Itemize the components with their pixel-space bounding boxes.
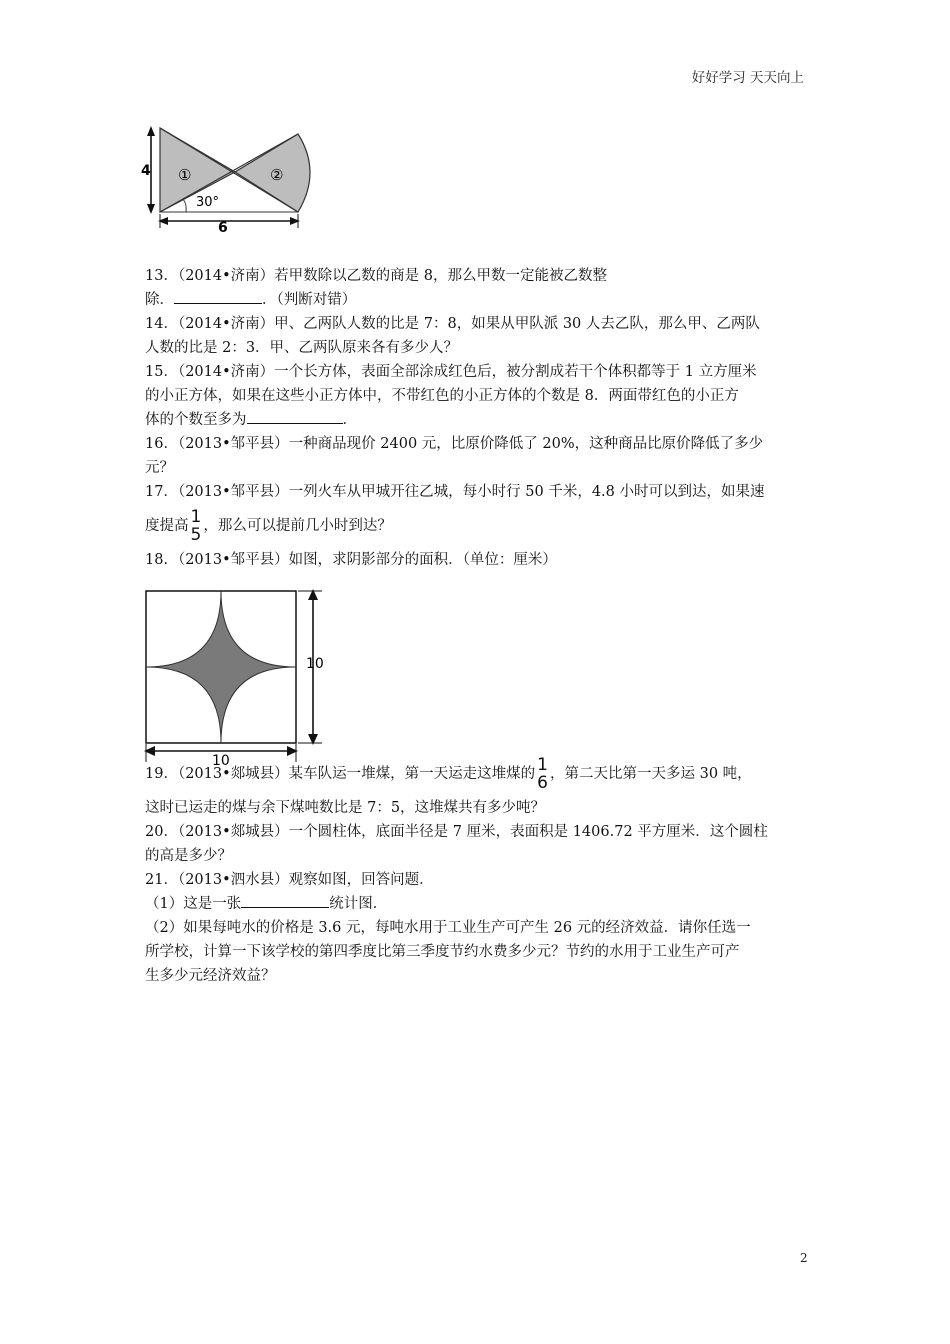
q17-frac-den: 5 xyxy=(190,525,202,545)
q19-text-a: 19．（2013•郯城县）某车队运一堆煤，第一天运走这堆煤的 xyxy=(145,766,536,782)
q17-line-1: 17．（2013•邹平县）一列火车从甲城开往乙城，每小时行 50 千米，4.8 小时可以到达，如果速 xyxy=(145,484,765,500)
q21-part-2-line-1: （2）如果每吨水的价格是 3.6 元，每吨水用于工业生产可产生 26 元的经济效益．请你任选一 xyxy=(145,920,751,936)
q19-text-b: ，第二天比第一天多运 30 吨， xyxy=(549,766,752,782)
q17-text-b: ，那么可以提前几小时到达？ xyxy=(203,518,392,534)
q13-line-1: 13．（2014•济南）若甲数除以乙数的商是 8，那么甲数一定能被乙数整 xyxy=(145,268,607,284)
q19-frac-num: 1 xyxy=(537,755,548,775)
q21-part-2-line-2: 所学校，计算一下该学校的第四季度比第三季度节约水费多少元？节约的水用于工业生产可产 xyxy=(145,944,740,960)
q19-line-2: 这时已运走的煤与余下煤吨数比是 7：5，这堆煤共有多少吨？ xyxy=(145,800,546,816)
q20-line-1: 20．（2013•郯城县）一个圆柱体，底面半径是 7 厘米，表面积是 1406.72 平方厘米．这个圆柱 xyxy=(145,824,768,840)
height-label: 4 xyxy=(141,163,151,179)
q13-text-a: 除． xyxy=(145,292,174,308)
q17-line-2 xyxy=(145,504,810,548)
page-number: 2 xyxy=(800,1251,808,1265)
bottom-length-label: 10 xyxy=(212,753,230,766)
width-label: 6 xyxy=(218,220,228,236)
q21-answer-blank[interactable] xyxy=(241,892,329,908)
q21-part-1 xyxy=(145,892,810,916)
q21-part1-text-a: （1）这是一张 xyxy=(145,896,242,912)
q15-line-2: 的小正方体，如果在这些小正方体中，不带红色的小正方体的个数是 8．两面带红色的小正方 xyxy=(145,388,739,404)
q16-line-1: 16．（2013•邹平县）一种商品现价 2400 元，比原价降低了 20%，这种商品比原价降低了多少 xyxy=(145,436,764,452)
q21-line-1: 21．（2013•泗水县）观察如图，回答问题． xyxy=(145,872,434,888)
q16-line-2: 元？ xyxy=(145,460,174,476)
q19-frac-den: 6 xyxy=(537,773,548,793)
q21-part1-text-b: 统计图． xyxy=(329,896,388,912)
q14-line-2: 人数的比是 2：3．甲、乙两队原来各有多少人？ xyxy=(145,340,459,356)
q15-line-1: 15．（2014•济南）一个长方体，表面全部涂成红色后，被分割成若干个体积都等于 1 立方厘米 xyxy=(145,364,757,380)
angle-label: 30° xyxy=(196,195,220,210)
side-length-label: 10 xyxy=(306,656,324,672)
q14-line-1: 14．（2014•济南）甲、乙两队人数的比是 7：8，如果从甲队派 30 人去乙队，那么甲、乙两队 xyxy=(145,316,760,332)
page-header: 好好学习 天天向上 xyxy=(691,70,804,86)
shaded-star-figure xyxy=(140,586,335,766)
region-2-label: ② xyxy=(270,166,284,184)
q15-text-b: ． xyxy=(342,412,357,428)
q13-text-b: ．（判断对错） xyxy=(262,292,357,308)
q17-frac-num: 1 xyxy=(190,507,202,527)
q15-answer-blank[interactable] xyxy=(247,408,343,424)
bowtie-figure xyxy=(140,120,320,238)
q13-answer-blank[interactable] xyxy=(174,288,262,304)
q17-fraction xyxy=(191,508,202,544)
q20-line-2: 的高是多少？ xyxy=(145,848,232,864)
q15-text-a: 体的个数至多为 xyxy=(145,412,247,428)
region-1-label: ① xyxy=(178,166,192,184)
q17-text-a: 度提高 xyxy=(145,518,189,534)
q21-part-2-line-3: 生多少元经济效益？ xyxy=(145,968,276,984)
q19-fraction xyxy=(537,756,548,792)
q13-line-2 xyxy=(145,288,810,312)
q18-line-1: 18．（2013•邹平县）如图，求阴影部分的面积．（单位：厘米） xyxy=(145,552,557,568)
q15-line-3 xyxy=(145,408,810,432)
